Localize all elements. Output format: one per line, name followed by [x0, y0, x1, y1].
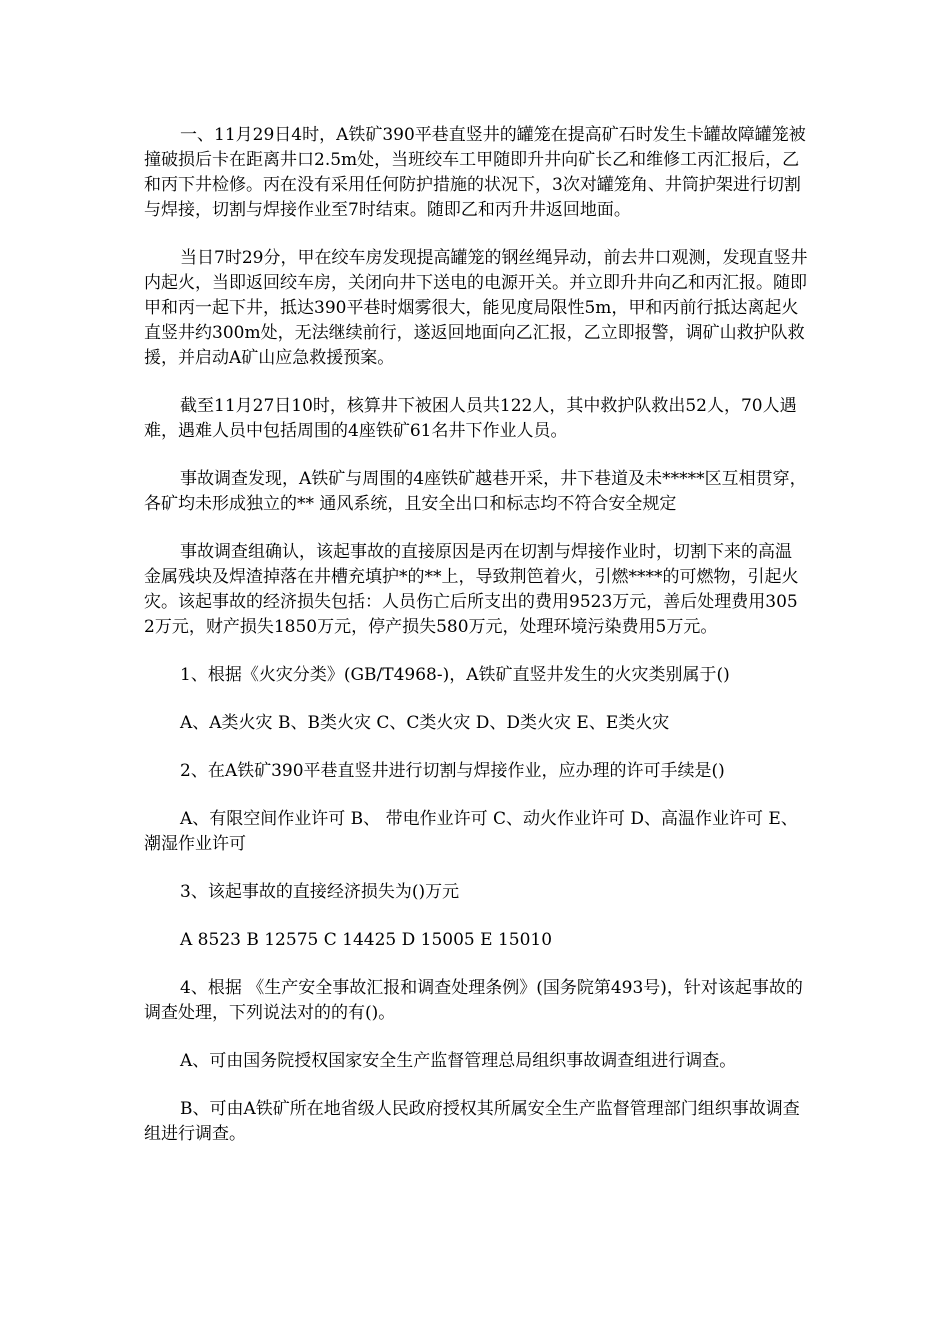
question-1-options: A、A类火灾 B、B类火灾 C、C类火灾 D、D类火灾 E、E类火灾: [180, 713, 670, 733]
question-1: 1、根据《火灾分类》(GB/T4968-)，A铁矿直竖井发生的火灾类别属于(): [180, 665, 730, 685]
paragraph-casualties: 截至11月27日10时，核算井下被困人员共122人，其中救护队救出52人，70人遇难，遇难人员中包括周围的4座铁矿61名井下作业人员。: [144, 396, 797, 441]
question-3: 3、该起事故的直接经济损失为()万元: [180, 882, 460, 902]
paragraph-direct-cause-and-losses: 事故调查组确认，该起事故的直接原因是丙在切割与焊接作业时，切割下来的高温金属残块及焊渣掉落在井槽充填护*的**上，导致荆笆着火，引燃****的可燃物，引起火灾。该起事故的经济损失包括：人员伤亡后所支出的费用9523万元，善后处理费用3052万元，财产损失1850万元，停产损失580万元，处理环境污染费用5万元。: [144, 542, 799, 637]
question-4-option-b: B、可由A铁矿所在地省级人民政府授权其所属安全生产监督管理部门组织事故调查组进行调查。: [144, 1099, 800, 1144]
paragraph-fire-discovery: 当日7时29分，甲在绞车房发现提高罐笼的钢丝绳异动，前去井口观测，发现直竖井内起火，当即返回绞车房，关闭向井下送电的电源开关。并立即升井向乙和丙汇报。随即甲和丙一起下井，抵达390平巷时烟雾很大，能见度局限性5m，甲和丙前行抵达离起火直竖井约300m处，无法继续前行，遂返回地面向乙汇报，乙立即报警，调矿山救护队救援，并启动A矿山应急救援预案。: [144, 248, 808, 368]
question-4: 4、根据 《生产安全事故汇报和调查处理条例》(国务院第493号)，针对该起事故的调查处理，下列说法对的的有()。: [144, 978, 803, 1023]
question-2-options: A、有限空间作业许可 B、 带电作业许可 C、动火作业许可 D、高温作业许可 E、潮湿作业许可: [144, 809, 798, 854]
paragraph-investigation-findings: 事故调查发现，A铁矿与周围的4座铁矿越巷开采，井下巷道及未*****区互相贯穿，各矿均未形成独立的** 通风系统，且安全出口和标志均不符合安全规定: [144, 469, 807, 514]
question-3-options: A 8523 B 12575 C 14425 D 15005 E 15010: [180, 930, 553, 950]
question-2: 2、在A铁矿390平巷直竖井进行切割与焊接作业，应办理的许可手续是(): [180, 761, 725, 781]
question-4-option-a: A、可由国务院授权国家安全生产监督管理总局组织事故调查组进行调查。: [180, 1051, 737, 1071]
document-body: [144, 123, 808, 1170]
paragraph-incident-account: 一、11月29日4时，A铁矿390平巷直竖井的罐笼在提高矿石时发生卡罐故障罐笼被撞破损后卡在距离井口2.5m处，当班绞车工甲随即升井向矿长乙和维修工丙汇报后，乙和丙下井检修。丙在没有采用任何防护措施的状况下，3次对罐笼角、井筒护架进行切割与焊接，切割与焊接作业至7时结束。随即乙和丙升井返回地面。: [144, 125, 806, 220]
